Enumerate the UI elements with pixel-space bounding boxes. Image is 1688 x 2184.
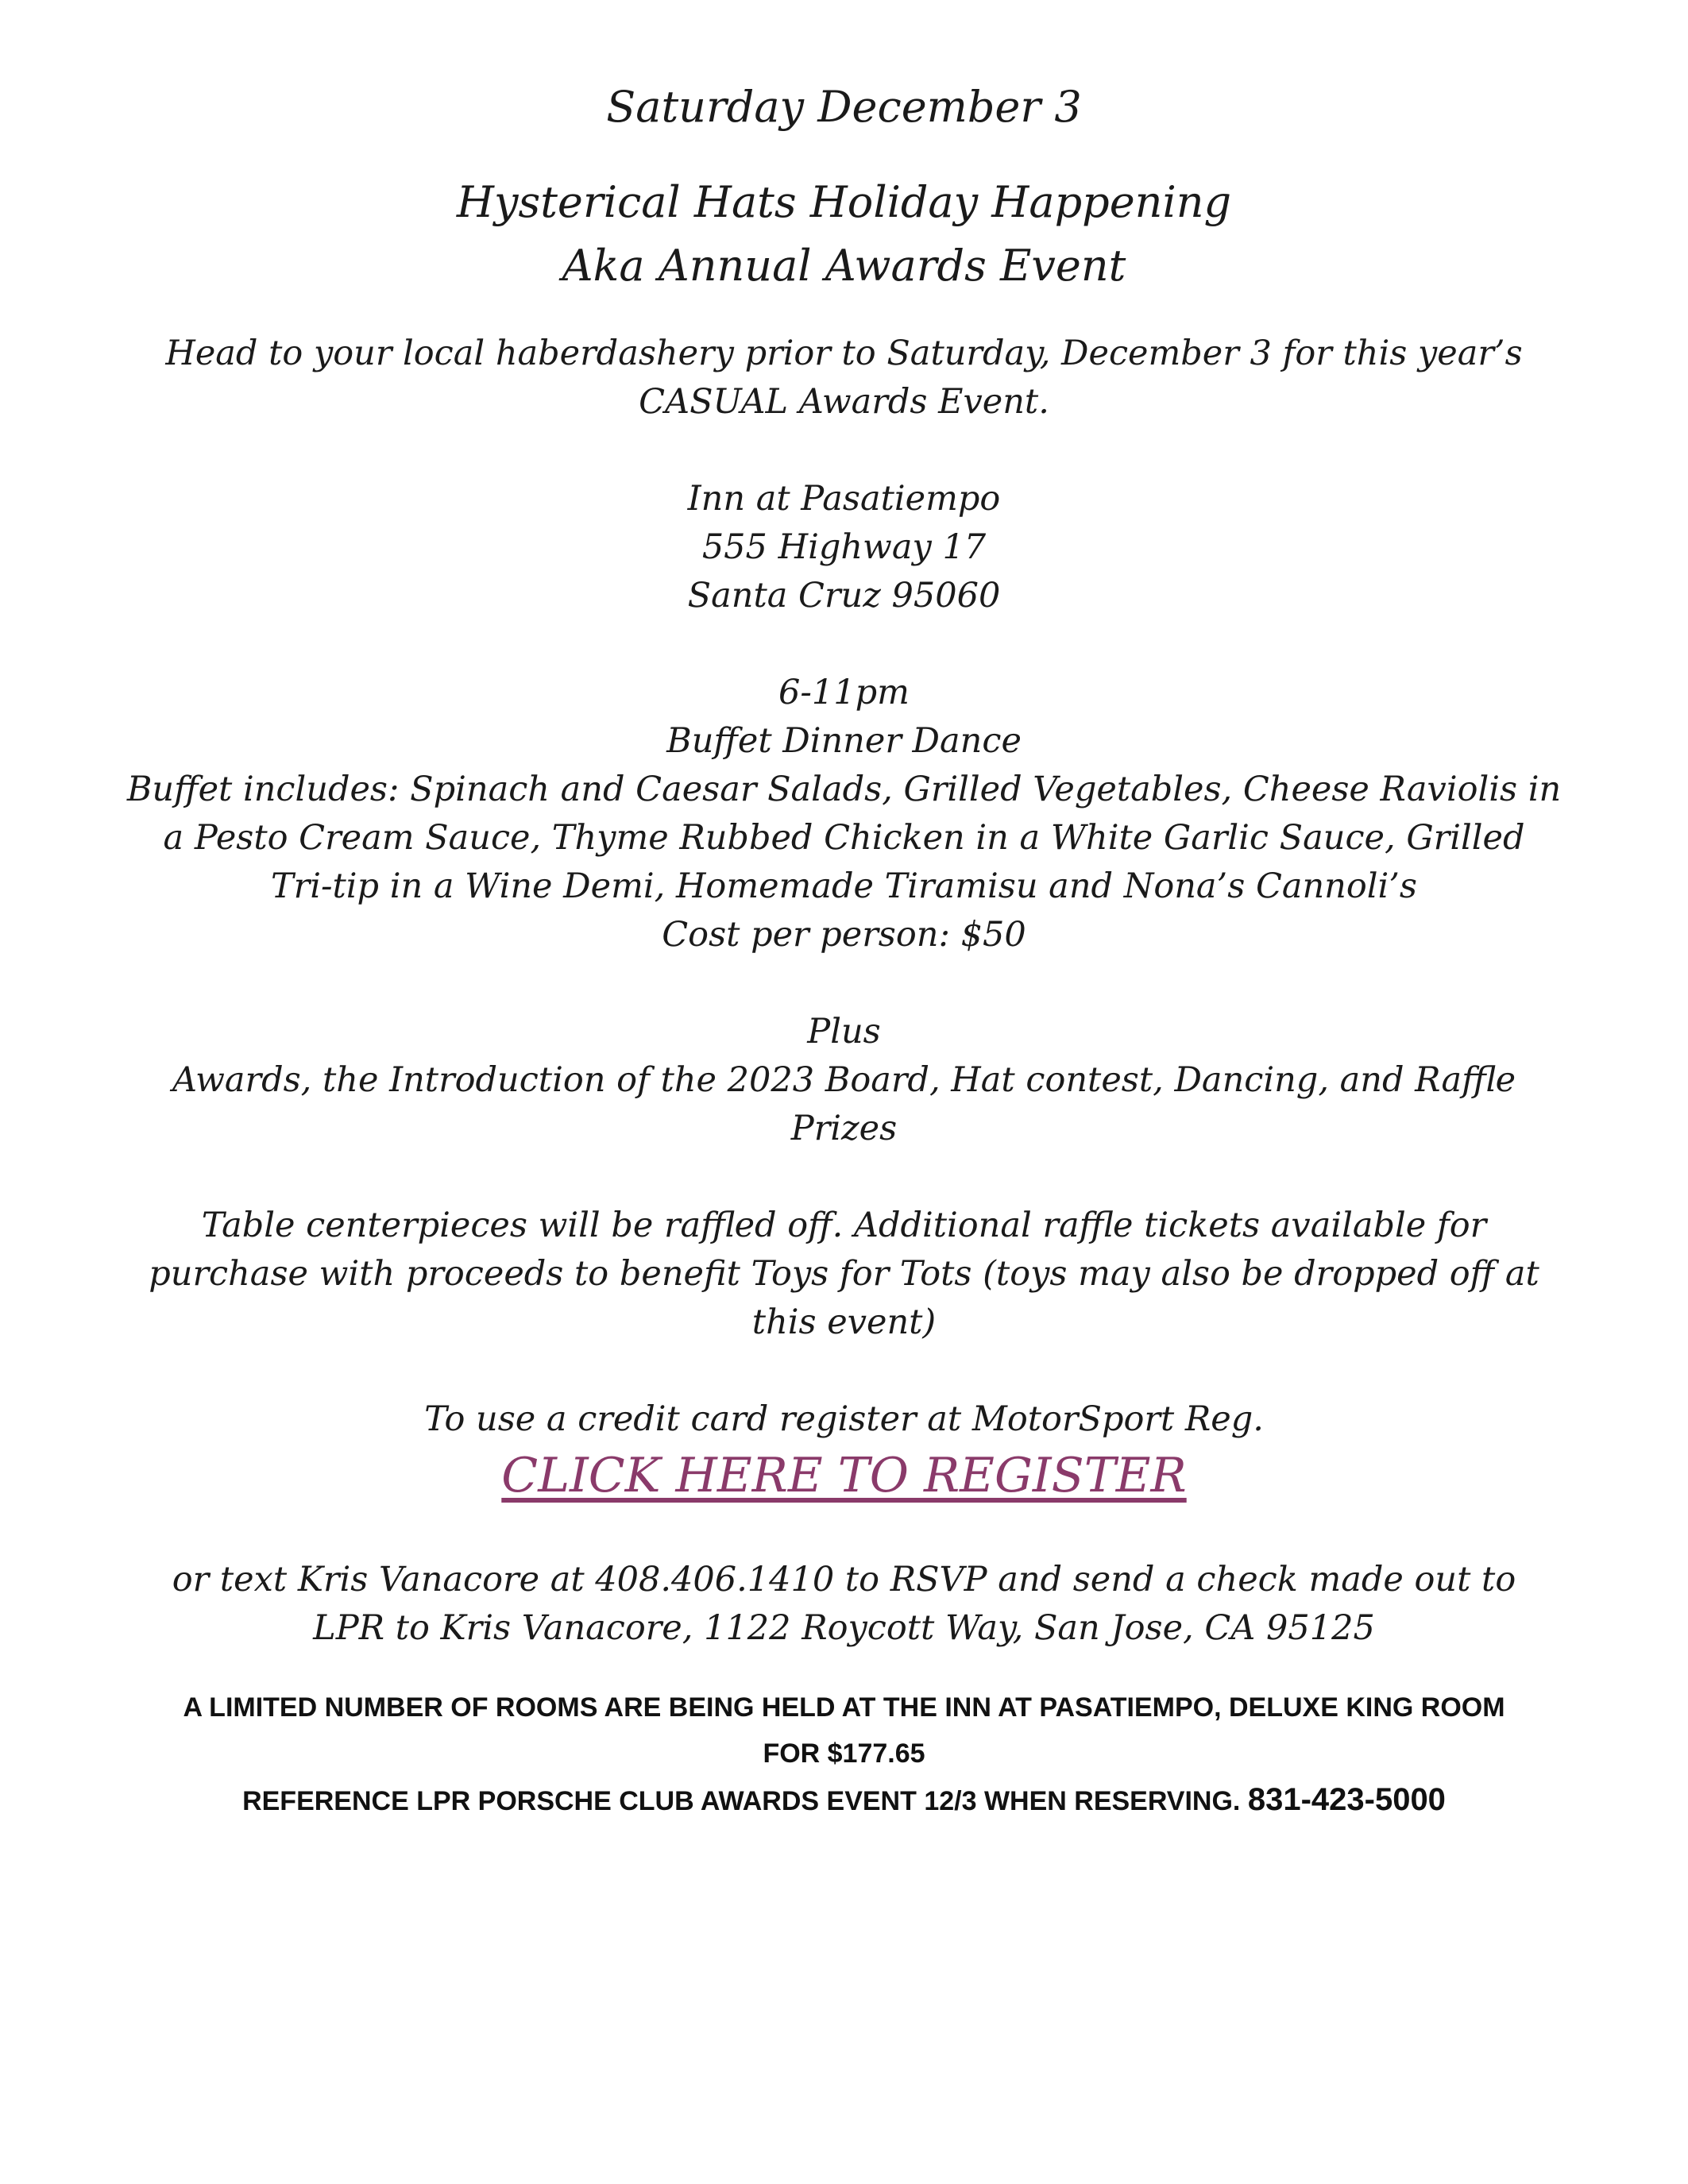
extras-plus: Plus — [807, 1012, 881, 1051]
event-cost: Cost per person: $50 — [662, 915, 1026, 955]
spacer — [79, 298, 1609, 330]
registration-block — [79, 1395, 1609, 1653]
extras-line1: Awards, the Introduction of the 2023 Board, Hat contest, Dancing, and Raffle — [172, 1060, 1516, 1100]
rooms-notice — [79, 1684, 1609, 1824]
event-format: Buffet Dinner Dance — [666, 721, 1022, 761]
venue-name: Inn at Pasatiempo — [687, 479, 1001, 519]
spacer — [79, 1347, 1609, 1395]
extras-block — [79, 1008, 1609, 1153]
venue-block — [79, 475, 1609, 620]
date-heading: Saturday December 3 — [606, 82, 1082, 132]
menu-line1: Buffet includes: Spinach and Caesar Salads, Grilled Vegetables, Cheese Raviolis in — [126, 770, 1562, 809]
credit-card-note: To use a credit card register at MotorSport Reg. — [424, 1399, 1264, 1439]
spacer — [79, 1507, 1609, 1556]
rsvp-line2: LPR to Kris Vanacore, 1122 Roycott Way, San Jose, CA 95125 — [313, 1608, 1375, 1648]
event-title-line1: Hysterical Hats Holiday Happening — [456, 177, 1232, 227]
rooms-phone: 831-423-5000 — [1247, 1782, 1446, 1817]
spacer — [79, 139, 1609, 171]
spacer — [79, 426, 1609, 475]
rooms-line1: A LIMITED NUMBER OF ROOMS ARE BEING HELD AT THE INN AT PASATIEMPO, DELUXE KING ROOM — [183, 1692, 1505, 1723]
rooms-line2: FOR $177.65 — [763, 1738, 925, 1769]
rooms-reference: REFERENCE LPR PORSCHE CLUB AWARDS EVENT 12/3 WHEN RESERVING. — [242, 1786, 1241, 1816]
event-title-line2: Aka Annual Awards Event — [562, 241, 1126, 291]
intro-line1: Head to your local haberdashery prior to Saturday, December 3 for this year’s — [165, 334, 1523, 373]
menu-line2: a Pesto Cream Sauce, Thyme Rubbed Chicken in a White Garlic Sauce, Grilled — [163, 818, 1525, 858]
schedule-block — [79, 669, 1609, 959]
rsvp-line1: or text Kris Vanacore at 408.406.1410 to RSVP and send a check made out to — [172, 1560, 1516, 1599]
intro-line2: CASUAL Awards Event. — [639, 382, 1049, 422]
venue-city: Santa Cruz 95060 — [687, 576, 1001, 615]
spacer — [79, 1153, 1609, 1202]
rooms-line3 — [79, 1777, 1609, 1824]
venue-street: 555 Highway 17 — [701, 527, 987, 567]
extras-line2: Prizes — [790, 1109, 898, 1148]
raffle-line1: Table centerpieces will be raffled off. Additional raffle tickets available for — [201, 1206, 1487, 1245]
raffle-line3: this event) — [751, 1302, 937, 1342]
register-link[interactable]: CLICK HERE TO REGISTER — [501, 1448, 1187, 1503]
menu-line3: Tri-tip in a Wine Demi, Homemade Tiramisu and Nona’s Cannoli’s — [270, 866, 1418, 906]
spacer — [79, 959, 1609, 1008]
register-link-wrap — [79, 1444, 1609, 1507]
event-time: 6-11pm — [778, 673, 910, 712]
raffle-block — [79, 1202, 1609, 1347]
spacer — [79, 620, 1609, 669]
spacer — [79, 1653, 1609, 1684]
raffle-line2: purchase with proceeds to benefit Toys for Tots (toys may also be dropped off at — [149, 1254, 1539, 1294]
